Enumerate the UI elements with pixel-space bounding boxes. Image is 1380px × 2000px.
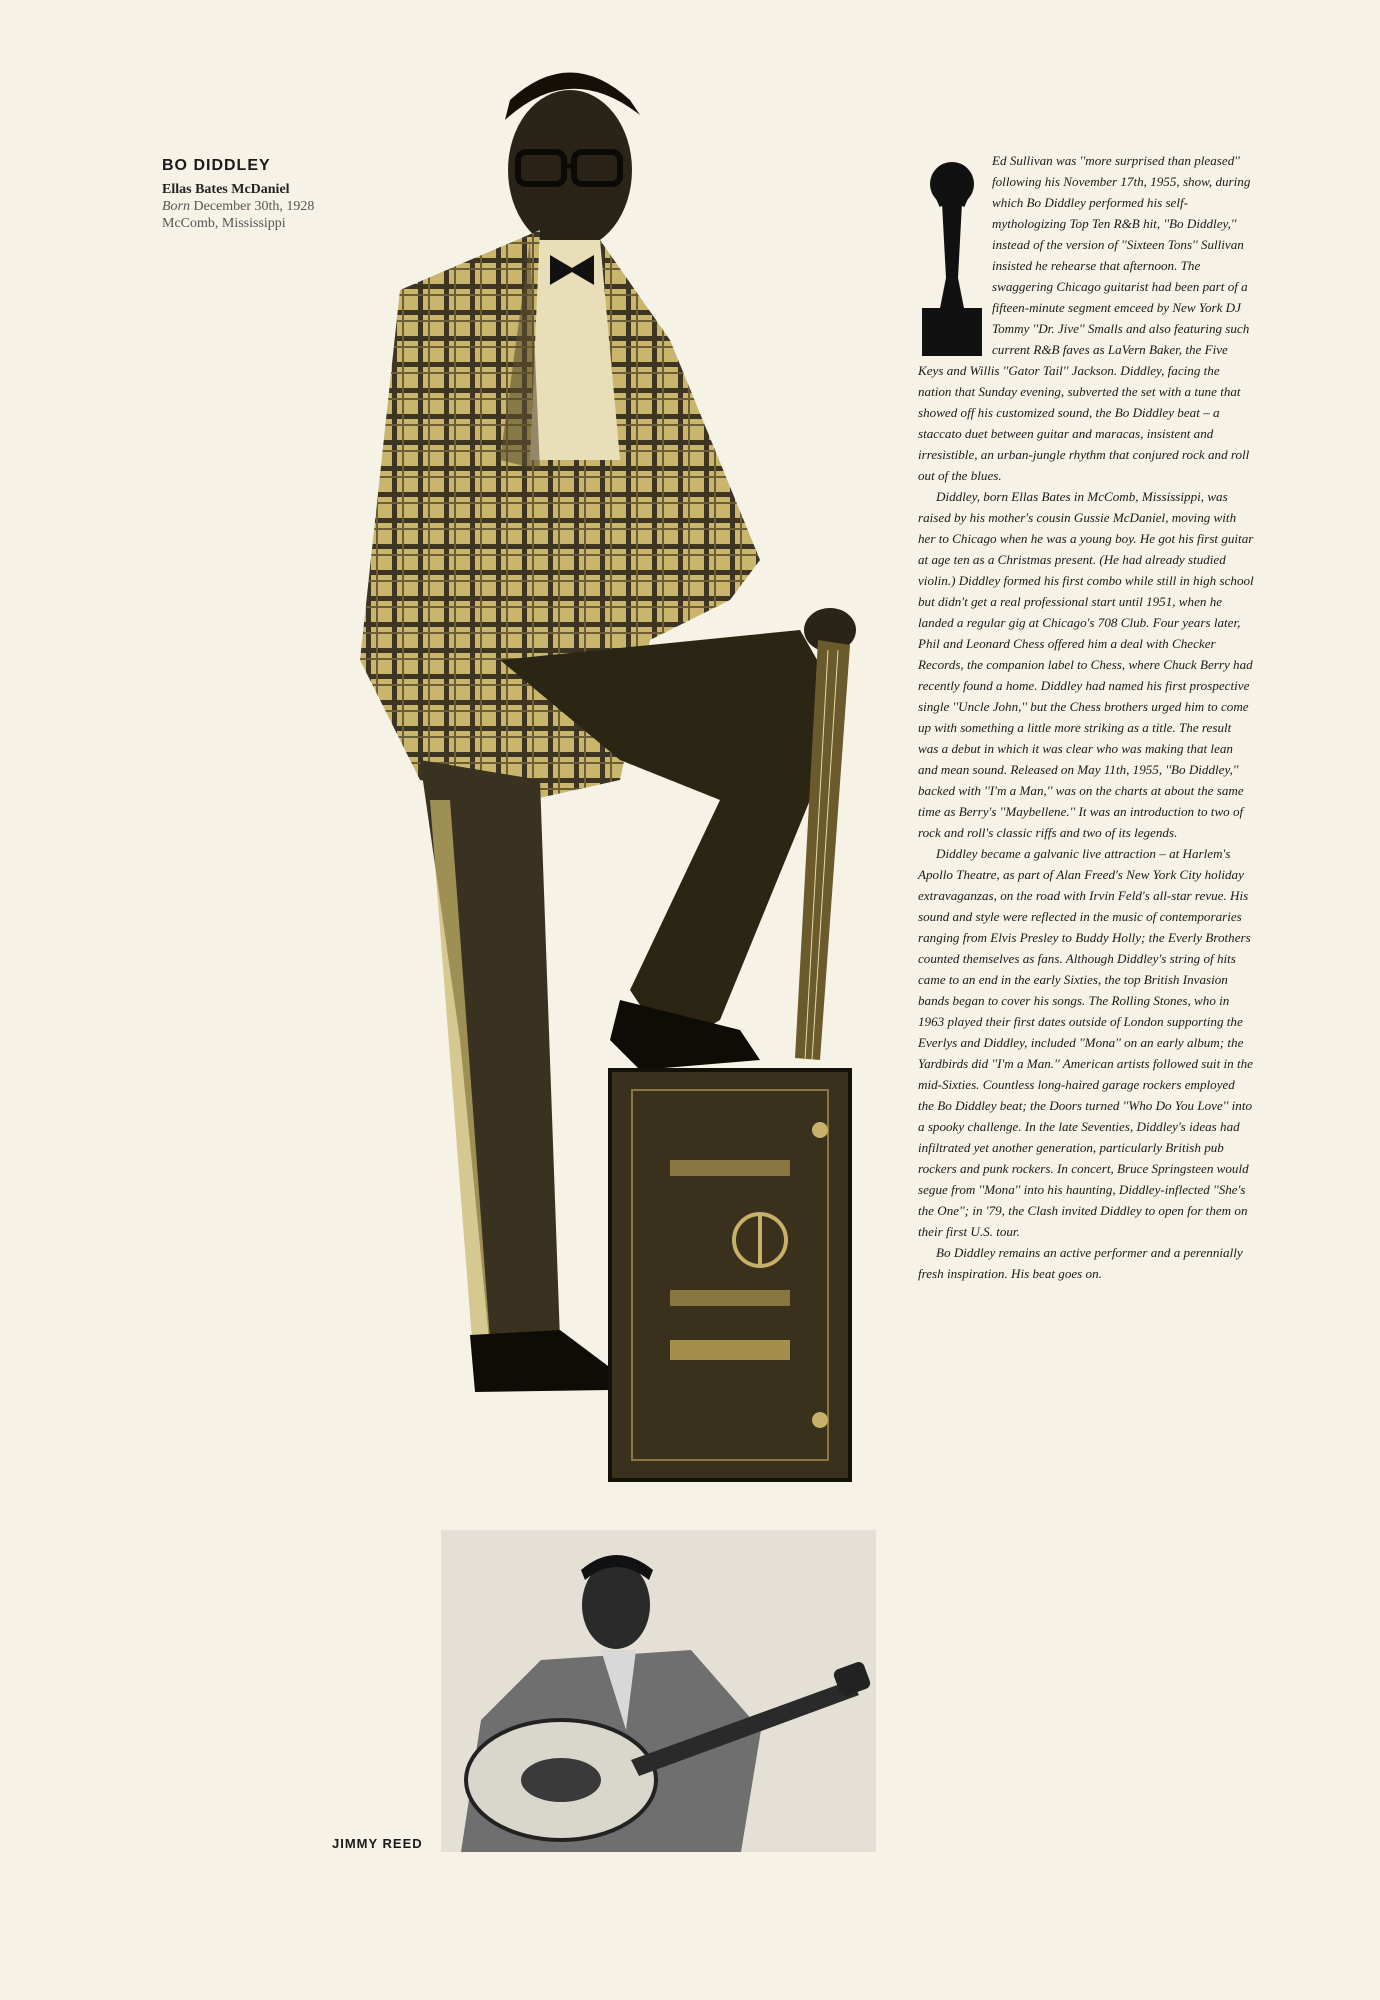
article-paragraph-1: Ed Sullivan was ''more surprised than pleased'' following his November 17th, 1955, show, during which Bo Diddley performed his self-mythologizing Top Ten R&B hit, ''Bo Diddley,'' instead of the version of ''Sixteen Tons'' Sullivan insisted he rehearse that afternoon. The swaggering Chicago guitarist had been part of a fifteen-minute segment emceed by New York DJ Tommy ''Dr. Jive'' Smalls and also featuring such current R&B faves as LaVern Baker, the Five Keys and Willis ''Gator Tail'' Jackson. Diddley, facing the nation that Sunday evening, subverted the set with a tune that showed off his customized sound, the Bo Diddley beat – a staccato duet between guitar and maracas, insistent and irresistible, an urban-jungle rhythm that conjured rock and roll out of the blues. [918, 153, 1251, 483]
artist-name: BO DIDDLEY [162, 157, 271, 174]
article-paragraph-3: Diddley became a galvanic live attraction – at Harlem's Apollo Theatre, as part of Alan Freed's New York City holiday extravaganzas, on the road with Irvin Feld's all-star revue. His sound and style were reflected in the music of contemporaries ranging from Elvis Presley to Buddy Holly; the Everly Brothers counted themselves as fans. Although Diddley's string of hits came to an end in the early Sixties, the top British Invasion bands began to cover his songs. The Rolling Stones, who in 1963 played their first dates outside of London supporting the Everlys and Diddley, included ''Mona'' on an early album; the Yardbirds did ''I'm a Man.'' American artists followed suit in the mid-Sixties. Countless long-haired garage rockers employed the Bo Diddley beat; the Doors turned ''Who Do You Love'' into a spooky challenge. In the late Seventies, Diddley's ideas had infiltrated yet another generation, particularly British pub rockers and punk rockers. In concert, Bruce Springsteen would segue from ''Mona'' into his haunting, Diddley-inflected ''She's the One''; in '79, the Clash invited Diddley to open for them on their first U.S. tour. [918, 846, 1253, 1239]
bo-diddley-photo [200, 40, 890, 1490]
jimmy-reed-photo [441, 1530, 876, 1852]
birthplace: McComb, Mississippi [162, 216, 286, 231]
article-paragraph-2: Diddley, born Ellas Bates in McComb, Mississippi, was raised by his mother's cousin Gussie McDaniel, moving with her to Chicago when he was a young boy. He got his first guitar at age ten as a Christmas present. (He had already studied violin.) Diddley formed his first combo while still in high school but didn't get a real professional start until 1951, when he landed a regular gig at Chicago's 708 Club. Four years later, Phil and Leonard Chess offered him a deal with Checker Records, the companion label to Chess, where Chuck Berry had recently found a home. Diddley had named his first prospective single ''Uncle John,'' but the Chess brothers urged him to come up with something a little more striking as a title. The result was a debut in which it was clear who was making that lean and mean sound. Released on May 11th, 1955, ''Bo Diddley,'' backed with ''I'm a Man,'' was on the charts at about the same time as Berry's ''Maybellene.'' It was an introduction to two of rock and roll's classic riffs and two of its legends. [918, 489, 1254, 840]
photo-caption: JIMMY REED [332, 1836, 423, 1851]
birth-name: Ellas Bates McDaniel [162, 182, 290, 197]
born-label: Born [162, 199, 190, 214]
born-date: December 30th, 1928 [193, 199, 315, 214]
icon-wrap-space [918, 150, 992, 354]
article-paragraph-4: Bo Diddley remains an active performer and a perennially fresh inspiration. His beat goes on. [918, 1245, 1243, 1281]
article-body [918, 150, 1254, 1284]
